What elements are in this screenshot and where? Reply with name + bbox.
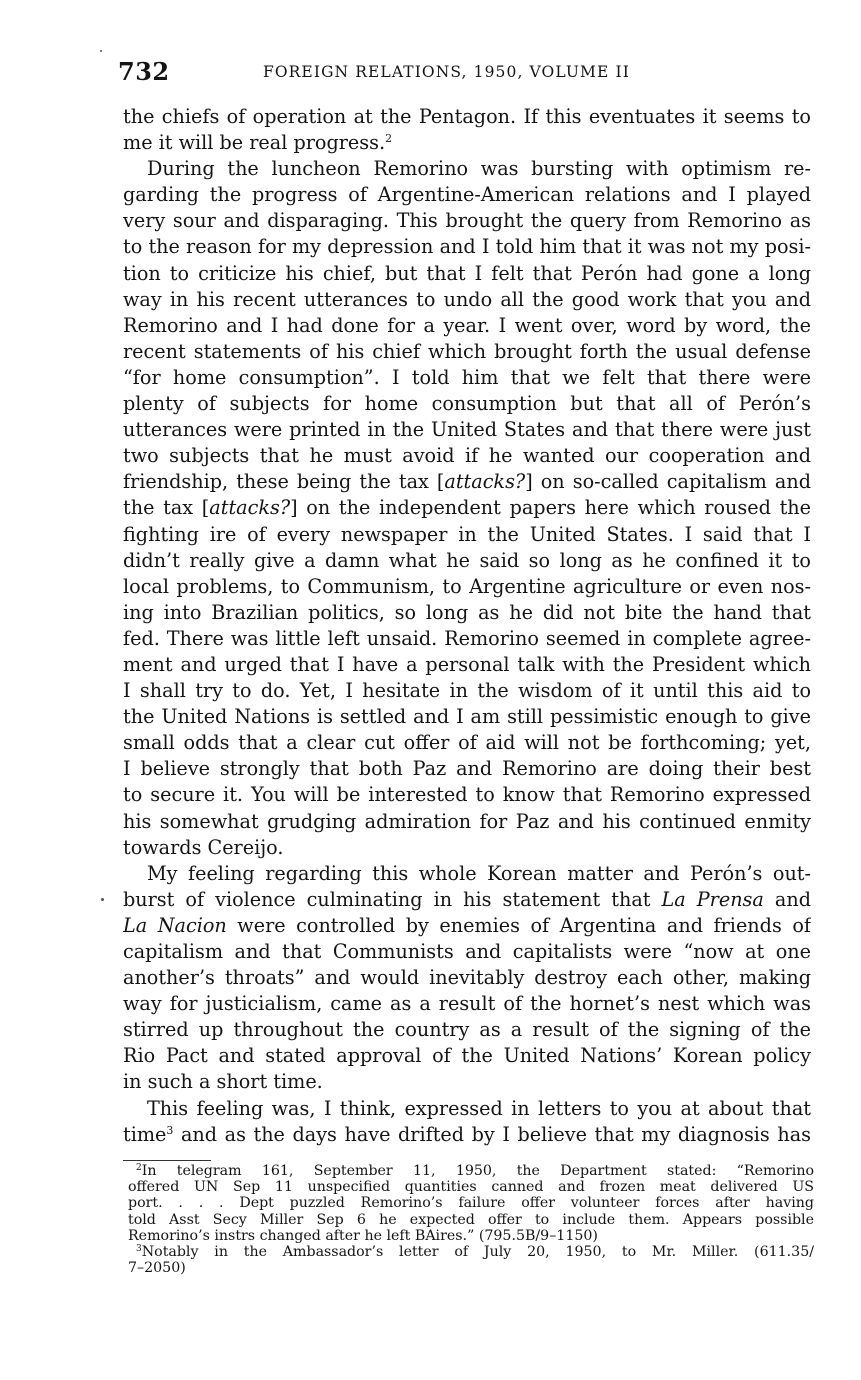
text-line: the tax [attacks?] on the independent papers here which roused the [123,496,811,520]
text-line: I believe strongly that both Paz and Remorino are doing their best [123,757,811,781]
newspaper-title: La Prensa [661,887,764,911]
footnote-rule [123,1160,211,1161]
text-line: in such a short time. [123,1070,323,1094]
footnote-number: 2 [136,1163,142,1173]
footnote-line: port. . . . Dept puzzled Remorino’s failure offer volunteer forces after having [128,1195,814,1212]
newspaper-title: La Nacion [123,913,227,937]
text-line: his somewhat grudging admiration for Paz and his continued enmity [123,809,811,833]
text-line: way in his recent utterances to undo all the good work that you and [123,287,811,311]
text-line: me it will be real progress.$^2$ [123,131,393,155]
page-number: 732 [118,57,170,86]
text-line: tion to criticize his chief, but that I felt that Perón had gone a long [123,261,811,285]
text-line: fed. There was little left unsaid. Remorino seemed in complete agree- [123,626,811,650]
editorial-insertion: attacks? [444,470,526,494]
footnote-line: 7–2050) [128,1260,186,1277]
text-line: stirred up throughout the country as a result of the signing of the [123,1018,811,1042]
text-line: to secure it. You will be interested to know that Remorino expressed [123,783,811,807]
text-line: “for home consumption”. I told him that we felt that there were [123,365,811,389]
editorial-insertion: attacks? [209,496,291,520]
footnote-reference: 2 [385,132,393,146]
text-line: very sour and disparaging. This brought the query from Remorino as [123,209,811,233]
footnotes [128,1163,814,1276]
paragraph-start: During the luncheon Remorino was bursting with optimism re- [147,157,811,181]
running-head: FOREIGN RELATIONS, 1950, VOLUME II [263,63,630,81]
text-line: La Nacion were controlled by enemies of Argentina and friends of [123,913,811,937]
text-line: way for justicialism, came as a result of the hornet’s nest which was [123,992,811,1016]
text-line: time$^3$ and as the days have drifted by I believe that my diagnosis has [123,1122,811,1146]
text-line: towards Cereijo. [123,835,284,859]
text-line: utterances were printed in the United States and that there were just [123,418,811,442]
footnote-line: told Asst Secy Miller Sep 6 he expected offer to include them. Appears possible [128,1211,814,1228]
text-line: small odds that a clear cut offer of aid will not be forthcoming; yet, [123,731,811,755]
footnote-number: 3 [136,1243,142,1254]
text-line: Rio Pact and stated approval of the United Nations’ Korean policy [123,1044,811,1068]
footnote-2: $^2$In telegram 161, September 11, 1950, the Department stated: “Remorino [136,1163,814,1179]
text-line: to the reason for my depression and I told him that it was not my posi- [123,235,811,259]
text-line: capitalism and that Communists and capitalists were “now at one [123,940,811,963]
text-line: I shall try to do. Yet, I hesitate in the wisdom of it until this aid to [123,679,811,703]
text-line: the United Nations is settled and I am still pessimistic enough to give [123,705,811,729]
footnote-3: $^3$Notably in the Ambassador’s letter of July 20, 1950, to Mr. Miller. (611.35/ [136,1243,814,1260]
ink-speck [101,898,104,901]
text-line: Remorino and I had done for a year. I went over, word by word, the [123,313,811,337]
page-header [118,57,808,87]
ink-speck [100,50,102,52]
text-line: plenty of subjects for home consumption but that all of Perón’s [123,392,811,416]
text-line: garding the progress of Argentine-American relations and I played [123,183,811,207]
body-text [123,104,811,1148]
text-line: local problems, to Communism, to Argentine agriculture or even nos- [123,574,811,598]
text-line: ment and urged that I have a personal talk with the President which [123,652,811,676]
text-line: ing into Brazilian politics, so long as he did not bite the hand that [123,600,811,624]
text-line: friendship, these being the tax [attacks?] on so-called capitalism and [123,470,811,494]
text-line: another’s throats” and would inevitably destroy each other, making [123,966,811,990]
paragraph-start: My feeling regarding this whole Korean matter and Perón’s out- [147,861,811,885]
text-line: two subjects that he must avoid if he wanted our cooperation and [123,444,811,468]
footnote-reference: 3 [166,1123,174,1137]
text-line: didn’t really give a damn what he said so long as he confined it to [123,548,811,572]
paragraph-start: This feeling was, I think, expressed in letters to you at about that [147,1096,811,1120]
footnote-line: Remorino’s instrs changed after he left BAires.” (795.5B/9–1150) [128,1227,598,1244]
footnote-line: offered UN Sep 11 unspecified quantities canned and frozen meat delivered US [128,1179,814,1196]
text-line: recent statements of his chief which brought forth the usual defense [123,339,811,363]
text-line: burst of violence culminating in his statement that La Prensa and [123,887,811,911]
text-line: the chiefs of operation at the Pentagon. If this eventuates it seems to [123,105,811,128]
text-line: fighting ire of every newspaper in the United States. I said that I [123,522,811,546]
